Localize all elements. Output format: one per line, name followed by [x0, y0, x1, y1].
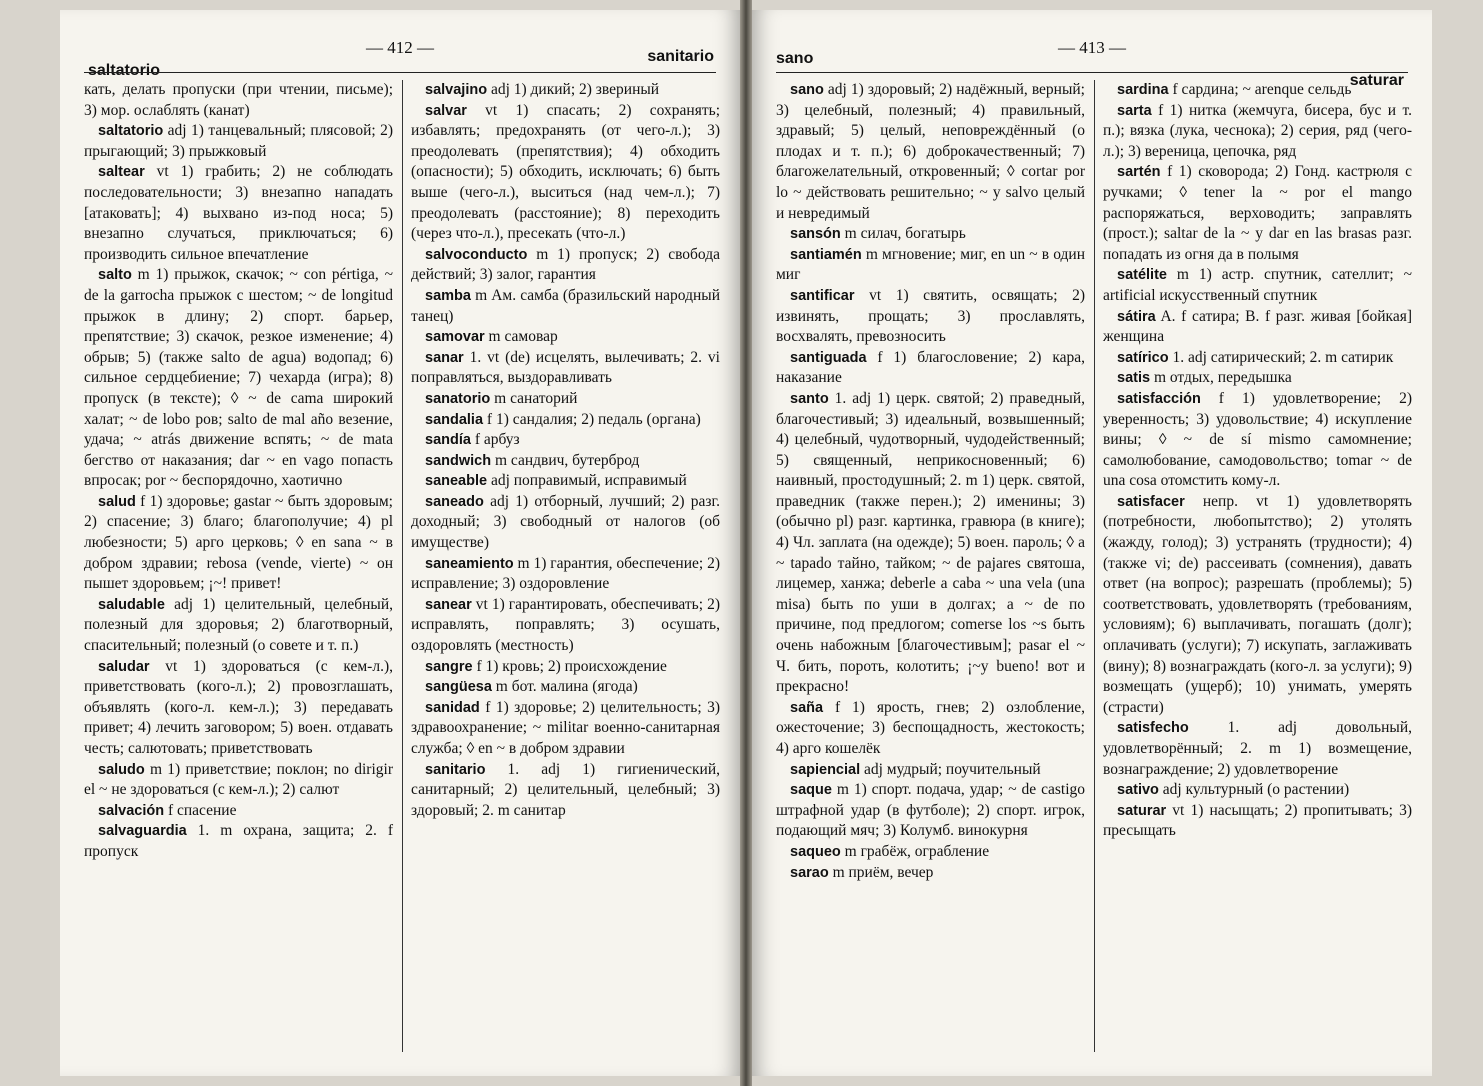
entry-headword: saludar — [98, 658, 150, 675]
entry-definition: m 1) приветствие; поклон; no dirigir el ~ не здороваться (с кем-л.); 2) салют — [84, 760, 393, 799]
entry-definition: 1. vt (de) исцелять, вылечивать; 2. vi поправляться, выздоравливать — [411, 348, 720, 387]
entry-definition: m бот. малина (ягода) — [491, 678, 638, 696]
entry-definition: f 1) нитка (жемчуга, бисера, бус и т. п.); вязка (лука, чеснока); 2) серия, ряд (чего-л.); 3) вереница, цепочка, ряд — [1103, 101, 1412, 160]
entry-definition: f 1) сандалия; 2) педаль (органа) — [483, 410, 701, 428]
entry-headword: salvoconducto — [425, 246, 528, 263]
dictionary-entry — [1103, 101, 1412, 163]
entry-definition: m 1) пропуск; 2) свобода действий; 3) залог, гарантия — [411, 245, 720, 284]
header-rule — [776, 72, 1408, 73]
entry-headword: samba — [425, 287, 471, 304]
dictionary-entry — [776, 842, 1085, 863]
left-column-2 — [411, 80, 720, 1052]
entry-headword: sanar — [425, 349, 464, 366]
entry-headword: sarta — [1117, 102, 1152, 119]
entry-headword: sanidad — [425, 699, 480, 716]
dictionary-entry — [84, 492, 393, 595]
dictionary-entry — [411, 451, 720, 472]
entry-definition: кать, делать пропуски (при чтении, письме); 3) мор. ослаблять (канат) — [84, 81, 393, 119]
dictionary-entry — [776, 698, 1085, 760]
entry-headword: salvación — [98, 802, 165, 819]
entry-definition: m отдых, передышка — [1150, 369, 1292, 387]
dictionary-entry — [411, 677, 720, 698]
entry-headword: saturar — [1117, 802, 1167, 819]
dictionary-entry — [411, 760, 720, 822]
dictionary-entry — [776, 348, 1085, 389]
entry-definition: 1. adj сатирический; 2. m сатирик — [1168, 348, 1394, 366]
dictionary-entry — [776, 224, 1085, 245]
entry-headword: sangüesa — [425, 679, 492, 696]
page-number: — 412 — — [366, 38, 434, 57]
entry-definition: vt 1) насыщать; 2) пропитывать; 3) пресыщать — [1103, 801, 1412, 840]
entry-headword: saque — [790, 782, 832, 799]
entry-headword: saludable — [98, 596, 165, 613]
dictionary-entry — [411, 101, 720, 245]
dictionary-entry — [411, 286, 720, 327]
dictionary-entry — [1103, 162, 1412, 265]
dictionary-entry — [84, 821, 393, 862]
entry-headword: santo — [790, 390, 829, 407]
dictionary-entry — [1103, 801, 1412, 842]
dictionary-entry — [84, 162, 393, 265]
dictionary-entry — [411, 554, 720, 595]
dictionary-entry — [776, 760, 1085, 781]
entry-definition: m грабёж, ограбление — [840, 842, 990, 860]
dictionary-entry — [411, 80, 720, 101]
entry-definition: vt 1) святить, освящать; 2) извинять, прощать; 3) прославлять, восхвалять, превозносить — [776, 286, 1085, 346]
entry-definition: vt 1) спасать; 2) сохранять; избавлять; предохранять (от чего-л.); 3) преодолевать (препятствия); 4) обходить (опасности); 5) обходить, исключать; 6) быть выше (чего-л.), выситься (над чем-л.); 7) преодолевать (расстояние); 8) переходить (через что-л.), пресекать (что-л.) — [411, 101, 720, 243]
right-column-2 — [1103, 80, 1412, 1052]
entry-definition: f сардина; ~ arenque сельдь — [1168, 81, 1352, 98]
dictionary-entry — [411, 698, 720, 760]
entry-definition: m сандвич, бутерброд — [491, 451, 640, 469]
entry-definition: m 1) астр. спутник, сателлит; ~ artificial искусственный спутник — [1103, 266, 1412, 304]
entry-headword: sanear — [425, 596, 472, 613]
entry-headword: salvajino — [425, 82, 488, 98]
dictionary-entry — [411, 245, 720, 286]
right-page-columns — [776, 80, 1412, 1052]
dictionary-entry — [776, 245, 1085, 286]
dictionary-entry — [411, 657, 720, 678]
entry-headword: sanitario — [425, 761, 486, 778]
entry-headword: sarao — [790, 864, 829, 881]
dictionary-entry — [776, 80, 1085, 224]
entry-definition: 1. adj довольный, удовлетворённый; 2. m 1) возмещение, вознаграждение; 2) удовлетворение — [1103, 719, 1412, 778]
dictionary-entry — [776, 780, 1085, 842]
dictionary-entry — [776, 389, 1085, 698]
entry-definition: m силач, богатырь — [840, 225, 966, 243]
page-number: — 413 — — [1058, 38, 1126, 57]
entry-definition: 1. m охрана, защита; 2. f пропуск — [84, 822, 393, 860]
entry-definition: f 1) здоровье; 2) целительность; 3) здравоохранение; ~ militar военно-санитарная служба; ◊ en ~ в добром здравии — [411, 698, 720, 757]
dictionary-entry — [411, 348, 720, 389]
entry-definition: vt 1) гарантировать, обеспечивать; 2) исправлять, поправлять; 3) осушать, оздоровлять (местность) — [411, 595, 720, 655]
entry-definition: adj 1) дикий; 2) звериный — [487, 81, 660, 98]
entry-headword: sano — [790, 82, 824, 98]
entry-headword: saneable — [425, 473, 488, 490]
dictionary-entry — [776, 286, 1085, 348]
left-page-header — [84, 32, 716, 79]
dictionary-entry — [1103, 348, 1412, 369]
entry-definition: f арбуз — [470, 431, 520, 449]
guide-word-left: saltatorio — [88, 62, 161, 79]
right-column-1 — [776, 80, 1085, 1052]
entry-headword: sangre — [425, 658, 473, 675]
entry-definition: m мгновение; миг, en un ~ в один миг — [776, 245, 1085, 284]
dictionary-entry — [776, 863, 1085, 884]
entry-headword: salud — [98, 493, 136, 510]
entry-headword: satisfacción — [1117, 390, 1201, 407]
dictionary-entry — [1103, 780, 1412, 801]
entry-headword: sanatorio — [425, 390, 491, 407]
header-rule — [84, 72, 716, 73]
entry-headword: salto — [98, 267, 132, 284]
entry-headword: salvaguardia — [98, 823, 187, 840]
entry-definition: m самовар — [484, 328, 558, 346]
dictionary-entry — [1103, 307, 1412, 348]
entry-definition: adj поправимый, исправимый — [487, 472, 687, 490]
entry-definition: m 1) прыжок, скачок; ~ con pértiga, ~ de la garrocha прыжок с шестом; ~ de longitud прыжок в длину; 2) спорт. барьер, препятствие; 3) скачок, резкое изменение; 4) обрыв; 5) (также salto de agua) водопад; 6) сильное сердцебиение; 7) чехарда (игра); 8) пропуск (в тексте); ◊ ~ de cama широкий халат; ~ de lobo ров; salto de mal año везение, удача; ~ atrás движение вспять; ~ de mata бегство от наказания; dar ~ en vago попасть впросак; por ~ беспорядочно, хаотично — [84, 266, 393, 490]
entry-headword: satis — [1117, 370, 1151, 387]
entry-definition: adj 1) здоровый; 2) надёжный, верный; 3) целебный, полезный; 4) правильный, здравый; 5) целый, неповреждённый (о плодах и т. п.); 6) доброкачественный; 7) благожелательный, откровенный; ◊ cortar por lo ~ действовать решительно; ~ y salvo целый и невредимый — [776, 81, 1085, 222]
entry-headword: saneamiento — [425, 555, 514, 572]
dictionary-entry — [1103, 368, 1412, 389]
entry-definition: f 1) кровь; 2) происхождение — [472, 657, 667, 675]
entry-headword: saltatorio — [98, 123, 164, 140]
entry-headword: saludo — [98, 761, 145, 778]
entry-headword: santificar — [790, 287, 855, 304]
dictionary-entry — [411, 327, 720, 348]
entry-definition: m приём, вечер — [828, 863, 934, 881]
entry-headword: saltear — [98, 164, 145, 181]
entry-definition: adj 1) танцевальный; плясовой; 2) прыгающий; 3) прыжковый — [84, 122, 393, 160]
dictionary-entry — [1103, 80, 1412, 101]
dictionary-entry — [84, 595, 393, 657]
guide-word-right: sanitario — [647, 48, 714, 65]
entry-definition: f 1) благословение; 2) кара, наказание — [776, 348, 1085, 387]
dictionary-entry — [1103, 389, 1412, 492]
entry-definition: f 1) удовлетворение; 2) уверенность; 3) удовольствие; 4) искупление вины; ◊ ~ de sí mismo самомнение; самолюбование, самодовольство; tomar ~ de una cosa отомстить кому-л. — [1103, 389, 1412, 490]
entry-headword: salvar — [425, 102, 467, 119]
entry-definition: f 1) сковорода; 2) Гонд. кастрюля с ручками; ◊ tener la ~ por el mango распоряжаться, верховодить; заправлять (прост.); saltar de la ~ y dar en las brasas разг. попадать из огня да в полымя — [1103, 163, 1412, 263]
entry-headword: sansón — [790, 226, 841, 243]
entry-definition: adj 1) отборный, лучший; 2) разг. доходный; 3) свободный от налогов (об имуществе) — [411, 492, 720, 552]
entry-headword: saña — [790, 699, 824, 716]
entry-definition: adj культурный (о растении) — [1158, 781, 1350, 799]
dictionary-entry — [411, 471, 720, 492]
entry-definition: adj мудрый; поучительный — [860, 760, 1041, 778]
dictionary-entry — [411, 410, 720, 431]
guide-word-left: sano — [776, 50, 814, 67]
entry-definition: 1. adj 1) церк. святой; 2) праведный, благочестивый; 3) идеальный, возвышенный; 4) целебный, чудотворный, чудодейственный; 5) священный, неприкосновенный; 6) наивный, простодушный; 2. m 1) церк. святой, праведник (также перен.); 2) именины; 3) (обычно pl) разг. картинка, гравюра (в книге); 4) Чл. заплата (на одежде); 5) воен. пароль; ◊ a ~ tapado тайно, тайком; ~ de pajares святоша, лицемер, ханжа; deberle a caba ~ una vela (una misa) быть по уши в долгах; a ~ de по причине, под предлогом; comerse los ~s быть очень набожным [благочестивым]; pasar el ~ Ч. бить, пороть, колотить; ¡~y bueno! вот и прекрасно! — [776, 389, 1085, 696]
book-gutter — [740, 0, 752, 1086]
dictionary-entry — [411, 492, 720, 554]
entry-definition: f спасение — [164, 801, 237, 819]
entry-headword: sartén — [1117, 164, 1161, 181]
entry-definition: 1. adj 1) гигиенический, санитарный; 2) целительный, целебный; 3) здоровый; 2. m санитар — [411, 760, 720, 819]
entry-definition: A. f сатира; B. f разг. живая [бойкая] женщина — [1103, 307, 1412, 346]
dictionary-entry — [411, 595, 720, 657]
dictionary-entry — [84, 760, 393, 801]
entry-definition: m санаторий — [490, 389, 578, 407]
dictionary-entry — [1103, 492, 1412, 719]
entry-definition: vt 1) здороваться (с кем-л.), приветствовать (кого-л.); 2) провозглашать, объявлять (кого-л. кем-л.); 3) передавать привет; 4) лечить заговором; 5) воен. отдавать честь; салютовать; приветствовать — [84, 657, 393, 757]
entry-headword: sandía — [425, 432, 471, 449]
entry-definition: f 1) ярость, гнев; 2) озлобление, ожесточение; 3) беспощадность, жестокость; 4) арго кошелёк — [776, 698, 1085, 757]
entry-headword: saqueo — [790, 843, 841, 860]
entry-headword: satisfacer — [1117, 493, 1185, 510]
entry-headword: satírico — [1117, 349, 1169, 366]
left-page-columns — [84, 80, 720, 1052]
entry-definition: adj 1) целительный, целебный, полезный для здоровья; 2) благотворный, спасительный; полезный (о совете и т. п.) — [84, 595, 393, 655]
entry-headword: sapiencial — [790, 761, 861, 778]
entry-definition: m Ам. самба (бразильский народный танец) — [411, 286, 720, 325]
dictionary-entry — [84, 265, 393, 492]
dictionary-entry — [1103, 265, 1412, 306]
entry-definition: f 1) здоровье; gastar ~ быть здоровым; 2) спасение; 3) благо; благополучие; 4) pl любезности; 5) арго церковь; ◊ en sana ~ в добром здравии; rebosa (vende, vierte) ~ он пышет здоровьем; ¡~! привет! — [84, 492, 393, 593]
entry-definition: непр. vt 1) удовлетворять (потребности, любопытство); 2) утолять (жажду, голод); 3) устранять (трудности); 4) (также vi; de) рассеивать (сомнения), давать ответ (на вопрос); разрешать (проблемы); 5) соответствовать, удовлетворять (требованиям, условиям); 6) выплачивать, погашать (долг); оплачивать (услуги); 7) искупать, заглаживать (вину); 8) вознаграждать (кого-л. за услуги); 9) возмещать (ущерб); 10) унимать, умерять (страсти) — [1103, 492, 1412, 716]
dictionary-entry — [84, 80, 393, 121]
left-page — [60, 10, 740, 1076]
entry-headword: saneado — [425, 493, 484, 510]
dictionary-entry — [84, 657, 393, 760]
right-page — [752, 10, 1432, 1076]
dictionary-entry — [84, 121, 393, 162]
entry-headword: sandalia — [425, 411, 484, 428]
entry-definition: vt 1) грабить; 2) не соблюдать последовательности; 3) внезапно нападать [атаковать]; 4) выхвано из-под носа; 5) внезапно случаться, приключаться; 6) производить сильное впечатление — [84, 163, 393, 263]
entry-headword: santiguada — [790, 349, 867, 366]
dictionary-entry — [411, 430, 720, 451]
entry-headword: sandwich — [425, 452, 492, 469]
entry-headword: sardina — [1117, 82, 1169, 98]
entry-headword: samovar — [425, 329, 485, 346]
dictionary-entry — [84, 801, 393, 822]
guide-word-right: saturar — [1349, 72, 1404, 89]
entry-headword: sativo — [1117, 782, 1159, 799]
right-page-header — [776, 32, 1408, 89]
dictionary-entry — [411, 389, 720, 410]
entry-headword: satisfecho — [1117, 720, 1189, 737]
entry-definition: m 1) гарантия, обеспечение; 2) исправление; 3) оздоровление — [411, 554, 720, 593]
entry-headword: sátira — [1117, 308, 1156, 325]
entry-definition: m 1) спорт. подача, удар; ~ de castigo штрафной удар (в футболе); 2) спорт. игрок, подающий мяч; 3) Колумб. винокурня — [776, 781, 1085, 840]
dictionary-entry — [1103, 718, 1412, 780]
entry-headword: satélite — [1117, 267, 1167, 284]
entry-headword: santiamén — [790, 246, 862, 263]
left-column-1 — [84, 80, 393, 1052]
